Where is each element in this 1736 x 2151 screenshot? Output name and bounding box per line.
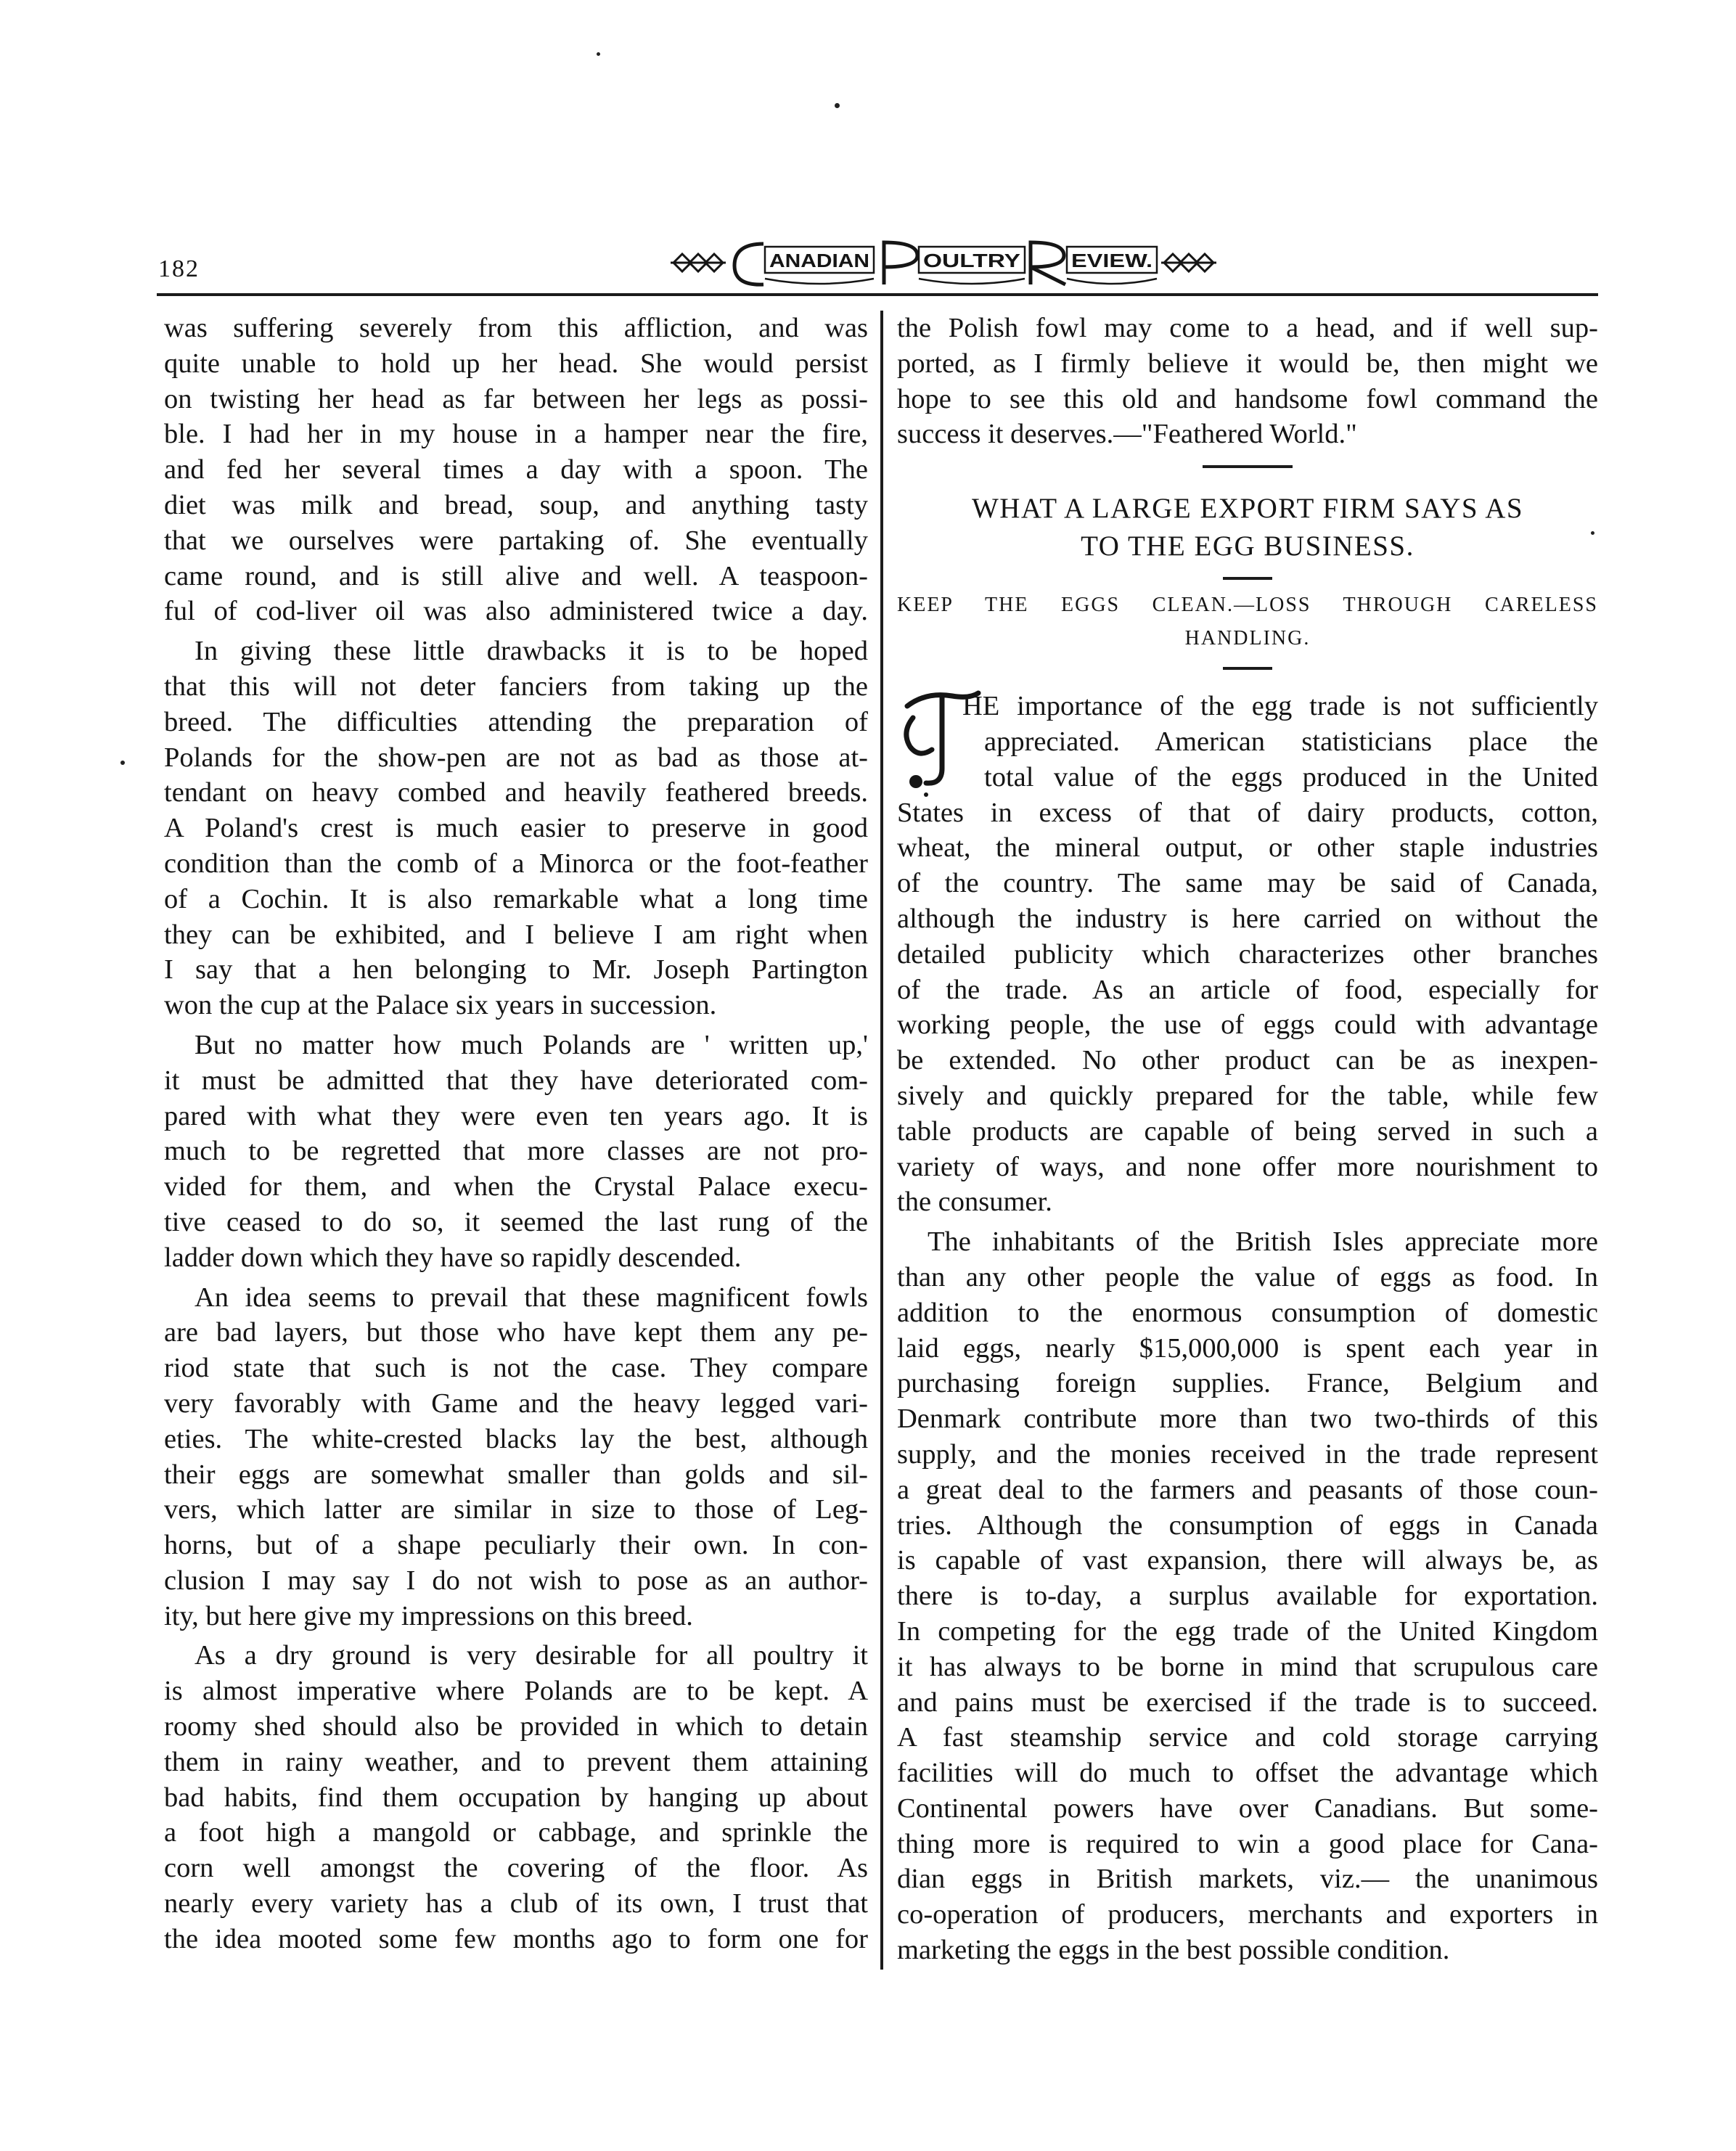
text-line: total value of the eggs produced in the United: [984, 761, 1598, 792]
text-line: wheat, the mineral output, or other staple industries: [897, 832, 1598, 864]
text-line: tries. Although the consumption of eggs in Canada: [897, 1509, 1598, 1541]
text-line: vided for them, and when the Crystal Palace execu-: [164, 1171, 868, 1202]
subhead-line: KEEP THE EGGS CLEAN.—LOSS THROUGH CARELESS: [897, 594, 1598, 617]
text-line: A Poland's crest is much easier to preserve in good: [164, 813, 868, 844]
article-headline: [897, 490, 1598, 565]
text-line: An idea seems to prevail that these magnificent fowls: [195, 1282, 868, 1313]
article-subhead: [897, 589, 1598, 655]
text-line: they can be exhibited, and I believe I am right when: [164, 919, 868, 950]
text-line: very favorably with Game and the heavy legged vari-: [164, 1388, 868, 1419]
text-line: it must be admitted that they have deteriorated com-: [164, 1065, 868, 1096]
text-line: horns, but of a shape peculiarly their own. In con-: [164, 1530, 868, 1561]
text-line: But no matter how much Polands are ' written up,': [195, 1029, 868, 1060]
text-line: Continental powers have over Canadians. But some-: [897, 1792, 1598, 1824]
section-rule: [1223, 577, 1272, 580]
text-line: that this will not deter fanciers from taking up the: [164, 671, 868, 702]
svg-text:T: T: [897, 689, 898, 690]
text-line: tive ceased to do so, it seemed the last rung of the: [164, 1206, 868, 1237]
text-line: sively and quickly prepared for the table, while few: [897, 1080, 1598, 1111]
text-line: of the trade. As an article of food, especially for: [897, 974, 1598, 1005]
text-line: pared with what they were even ten years ago. It is: [164, 1100, 868, 1131]
text-line: the consumer.: [897, 1187, 1052, 1218]
text-line: the Polish fowl may come to a head, and if well sup-: [897, 313, 1598, 343]
paragraph: [164, 1028, 868, 1276]
text-line: riod state that such is not the case. They compare: [164, 1353, 868, 1384]
text-line: Polands for the show-pen are not as bad as those at-: [164, 742, 868, 773]
text-line: than any other people the value of eggs as food. In: [897, 1261, 1598, 1292]
text-line: I say that a hen belonging to Mr. Joseph Partington: [164, 954, 868, 986]
paragraph: [897, 1224, 1598, 1968]
text-line: on twisting her head as far between her legs as possi-: [164, 383, 868, 414]
text-line: breed. The difficulties attending the preparation of: [164, 706, 868, 737]
left-column: [164, 311, 868, 1957]
text-line: purchasing foreign supplies. France, Belgium and: [897, 1368, 1598, 1399]
subhead-line: HANDLING.: [1184, 627, 1311, 650]
text-line: Denmark contribute more than two two-thirds of this: [897, 1404, 1598, 1435]
text-line: much to be regretted that more classes are not pro-: [164, 1136, 868, 1167]
text-line: vers, which latter are similar in size to those of Leg-: [164, 1494, 868, 1525]
text-line: there is to-day, a surplus available for exportation.: [897, 1581, 1598, 1612]
text-line: their eggs are somewhat smaller than golds and sil-: [164, 1459, 868, 1490]
text-line: variety of ways, and none offer more nourishment to: [897, 1151, 1598, 1182]
text-line: ful of cod-liver oil was also administered twice a day.: [164, 596, 868, 627]
text-line: condition than the comb of a Minorca or the foot-feather: [164, 848, 868, 879]
text-line: that we ourselves were partaking of. She eventually: [164, 525, 868, 556]
paragraph: [164, 311, 868, 629]
text-line: tendant on heavy combed and heavily feathered breeds.: [164, 777, 868, 808]
svg-text:ANADIAN: ANADIAN: [769, 250, 869, 271]
text-line: corn well amongst the covering of the floor. As: [164, 1853, 868, 1884]
text-line: won the cup at the Palace six years in succession.: [164, 990, 717, 1021]
text-line: thing more is required to win a good place for Cana-: [897, 1828, 1598, 1859]
text-line: and pains must be exercised if the trade is to succeed.: [897, 1687, 1598, 1718]
text-line: diet was milk and bread, soup, and anything tasty: [164, 489, 868, 520]
text-line: marketing the eggs in the best possible condition.: [897, 1935, 1450, 1966]
section-rule: [1203, 465, 1293, 468]
header-rule: [157, 293, 1598, 296]
text-line: are bad layers, but those who have kept them any pe-: [164, 1317, 868, 1348]
text-line: co-operation of producers, merchants and exporters in: [897, 1899, 1598, 1930]
text-line: As a dry ground is very desirable for all poultry it: [195, 1640, 868, 1671]
text-line: be extended. No other product can be as inexpen-: [897, 1045, 1598, 1076]
section-rule: [1223, 667, 1272, 670]
svg-text:OULTRY: OULTRY: [923, 250, 1020, 271]
text-line: eties. The white-crested blacks lay the best, although: [164, 1423, 868, 1454]
text-line: facilities will do much to offset the advantage which: [897, 1758, 1598, 1789]
text-line: HE importance of the egg trade is not sufficiently: [962, 691, 1598, 722]
text-line: ity, but here give my impressions on this breed.: [164, 1600, 693, 1631]
paragraph: [164, 1638, 868, 1957]
text-line: them in rainy weather, and to prevent them attaining: [164, 1746, 868, 1777]
drop-cap: [897, 689, 983, 798]
text-line: ble. I had her in my house in a hamper near the fire,: [164, 419, 868, 450]
text-line: nearly every variety has a club of its own, I trust that: [164, 1888, 868, 1919]
text-line: In competing for the egg trade of the United Kingdom: [897, 1615, 1598, 1647]
text-line: it has always to be borne in mind that scrupulous care: [897, 1651, 1598, 1682]
text-line: table products are capable of being served in such a: [897, 1115, 1598, 1147]
text-line: laid eggs, nearly $15,000,000 is spent each year in: [897, 1332, 1598, 1364]
text-line: is capable of vast expansion, there will always be, as: [897, 1545, 1598, 1576]
text-line: of a Cochin. It is also remarkable what a long time: [164, 883, 868, 914]
text-line: although the industry is here carried on without the: [897, 903, 1598, 934]
headline-line: TO THE EGG BUSINESS.: [1081, 530, 1414, 562]
svg-text:EVIEW.: EVIEW.: [1071, 250, 1152, 271]
text-line: A fast steamship service and cold storage carrying: [897, 1722, 1598, 1753]
text-line: supply, and the monies received in the trade represent: [897, 1438, 1598, 1470]
text-line: clusion I may say I do not wish to pose as an author-: [164, 1565, 868, 1596]
text-line: a great deal to the farmers and peasants of those coun-: [897, 1474, 1598, 1505]
scan-speck: [835, 103, 840, 108]
text-line: hope to see this old and handsome fowl command the: [897, 383, 1598, 414]
text-line: appreciated. American statisticians place the: [984, 726, 1598, 757]
scan-speck: [120, 761, 125, 765]
text-line: was suffering severely from this affliction, and was: [164, 313, 868, 343]
text-line: States in excess of that of dairy products, cotton,: [897, 797, 1598, 828]
text-line: dian eggs in British markets, viz.— the unanimous: [897, 1864, 1598, 1895]
text-line: detailed publicity which characterizes other branches: [897, 938, 1598, 970]
text-line: the idea mooted some few months ago to form one for: [164, 1923, 868, 1954]
column-divider: [880, 311, 883, 1970]
paragraph: [164, 1280, 868, 1634]
paragraph: [164, 634, 868, 1023]
masthead-logo: [668, 234, 1219, 292]
paragraph: [897, 689, 1598, 1220]
text-line: ladder down which they have so rapidly descended.: [164, 1242, 742, 1273]
text-line: of the country. The same may be said of Canada,: [897, 868, 1598, 899]
text-line: a foot high a mangold or cabbage, and sprinkle the: [164, 1817, 868, 1848]
text-line: ported, as I firmly believe it would be, then might we: [897, 348, 1598, 379]
headline-line: WHAT A LARGE EXPORT FIRM SAYS AS: [971, 493, 1524, 525]
scan-speck: [597, 52, 600, 56]
page-number: 182: [158, 255, 200, 282]
text-line: came round, and is still alive and well. A teaspoon-: [164, 560, 868, 591]
text-line: and fed her several times a day with a spoon. The: [164, 454, 868, 485]
paragraph: [897, 311, 1598, 452]
text-line: In giving these little drawbacks it is to be hoped: [195, 636, 868, 667]
text-line: bad habits, find them occupation by hanging up about: [164, 1782, 868, 1813]
text-line: quite unable to hold up her head. She would persist: [164, 348, 868, 379]
right-column: [897, 311, 1598, 1968]
text-line: roomy shed should also be provided in which to detain: [164, 1711, 868, 1742]
text-line: success it deserves.—"Feathered World.": [897, 419, 1357, 450]
text-line: The inhabitants of the British Isles appreciate more: [928, 1226, 1598, 1258]
text-line: is almost imperative where Polands are to be kept. A: [164, 1676, 868, 1707]
text-line: working people, the use of eggs could with advantage: [897, 1009, 1598, 1041]
text-line: addition to the enormous consumption of domestic: [897, 1297, 1598, 1328]
